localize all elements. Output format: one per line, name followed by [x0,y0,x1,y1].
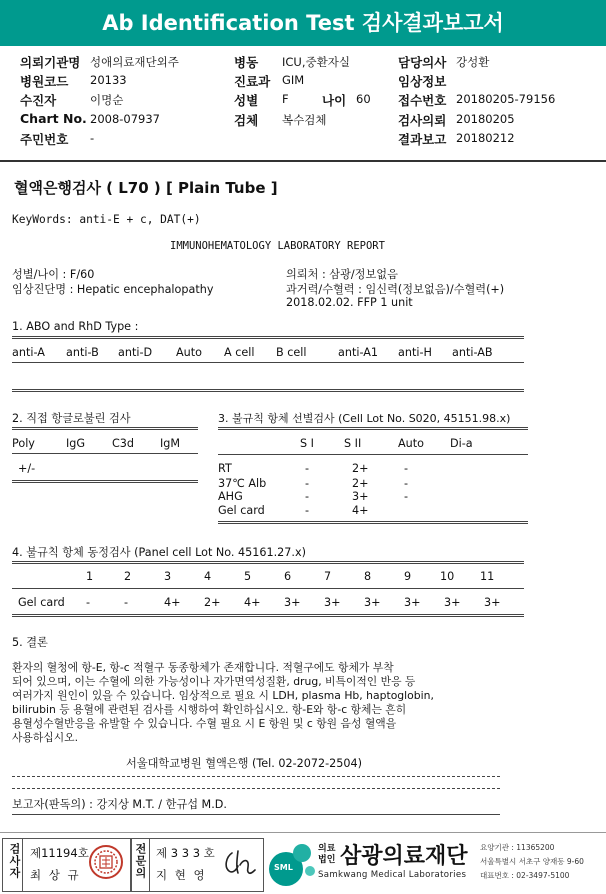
s3-h-auto: Auto [398,437,424,450]
divider-1 [12,776,500,777]
s4-val-10: 3+ [444,596,461,609]
s2-value-poly: +/- [18,462,36,475]
specialist-side-label: 전문의 [134,843,147,879]
s3-line [218,454,528,455]
value-ward: ICU,중환자실 [282,55,350,69]
s4-line [12,588,524,589]
conclusion-line-5: 용혈성수혈반응을 유발할 수 있습니다. 수혈 필요 시 E 항원 및 c 항원 음성 혈액을 [12,717,397,730]
s4-col-1: 1 [86,570,94,583]
s4-double-line [12,561,524,564]
label-specimen: 검체 [234,113,259,128]
header-divider [0,160,606,162]
s3-37c-auto: - [404,477,409,490]
specialist-box-divider [149,838,150,892]
s4-val-9: 3+ [404,596,421,609]
conclusion-line-1: 환자의 혈청에 항-E, 항-c 적혈구 동종항체가 존재합니다. 적혈구에도 항체가 부착 [12,661,394,674]
label-age: 나이 [322,93,347,108]
s1-title: 1. ABO and RhD Type : [12,320,139,333]
s4-val-5: 4+ [244,596,261,609]
s3-double-line [218,427,528,430]
value-test-request: 20180205 [456,112,515,126]
value-chart-no: 2008-07937 [90,112,160,126]
s3-row-gel: Gel card [218,504,265,517]
s2-double-line [12,427,198,430]
s1-double-line [12,336,524,339]
label-test-request: 검사의뢰 [398,113,447,128]
s1-h-anti-a: anti-A [12,346,45,359]
s1-h-a-cell: A cell [224,346,255,359]
s1-h-b-cell: B cell [276,346,307,359]
s2-h-igg: IgG [66,437,86,450]
s2-line [12,453,198,454]
seal-stamp-icon [88,844,124,880]
value-specimen: 복수검체 [282,113,327,127]
s4-val-3: 4+ [164,596,181,609]
s4-double-line-2 [12,614,524,617]
s2-h-igm: IgM [160,437,181,450]
s3-37c-sii: 2+ [352,477,369,490]
section-title: 혈액은행검사 ( L70 ) [ Plain Tube ] [14,179,278,197]
s4-col-9: 9 [404,570,412,583]
s3-title: 3. 불규칙 항체 선별검사 (Cell Lot No. S020, 45151.98.x) [218,412,511,425]
specialist-name: 지 현 영 [156,868,207,882]
technician-box-divider [22,838,23,892]
s2-title: 2. 직접 항글로불린 검사 [12,412,131,425]
s4-col-8: 8 [364,570,372,583]
requester: 의뢰처 : 삼광/정보없음 [286,268,398,281]
s2-double-line-2 [12,480,198,483]
s4-col-4: 4 [204,570,212,583]
s3-gel-si: - [305,504,310,517]
signature-icon [218,843,258,883]
org-prefix-1: 의료 [318,844,336,854]
org-address: 서울특별시 서초구 양재동 9-60 [480,857,584,866]
label-doctor: 담당의사 [398,55,447,70]
s3-row-37c: 37℃ Alb [218,477,267,490]
org-english-name: Samkwang Medical Laboratories [318,870,467,880]
s4-col-3: 3 [164,570,172,583]
value-department: GIM [282,73,305,87]
s3-ahg-si: - [305,490,310,503]
label-hospital-code: 병원코드 [20,74,69,89]
value-receipt-no: 20180205-79156 [456,92,556,106]
lab-title: IMMUNOHEMATOLOGY LABORATORY REPORT [170,240,385,252]
s5-title: 5. 결론 [12,636,48,649]
label-institution: 의뢰기관명 [20,55,81,70]
s3-ahg-sii: 3+ [352,490,369,503]
logo-text: SML [274,863,293,872]
s4-val-7: 3+ [324,596,341,609]
label-patient: 수진자 [20,93,57,108]
reporter: 보고자(판독의) : 강지상 M.T. / 한규섭 M.D. [12,798,227,811]
label-sex: 성별 [234,93,259,108]
s3-37c-si: - [305,477,310,490]
value-resident-no: - [90,131,95,145]
s4-val-4: 2+ [204,596,221,609]
conclusion-line-3: 여러가지 원인이 있을 수 있습니다. 임상적으로 필요 시 LDH, plasma Hb, haptoglobin, [12,689,434,702]
history: 과거력/수혈력 : 임신력(정보없음)/수혈력(+) [286,283,505,296]
org-prefix-2: 법인 [318,855,336,865]
s3-double-line-2 [218,521,528,524]
hospital-lab: 서울대학교병원 혈액은행 (Tel. 02-2072-2504) [126,757,363,770]
s3-h-sii: S II [344,437,362,450]
label-chart-no: Chart No. [20,111,87,126]
conclusion-line-2: 되어 있으며, 이는 수혈에 의한 가능성이나 자가면역성질환, drug, 비특이적인 반응 등 [12,675,416,688]
org-name: 삼광의료재단 [340,844,468,869]
technician-license: 제11194호 [30,846,89,860]
technician-name: 최 상 규 [30,868,81,882]
divider-2 [12,788,500,789]
label-clinical-info: 임상정보 [398,74,447,89]
org-code: 요양기관 : 11365200 [480,843,555,852]
s1-h-anti-ab: anti-AB [452,346,493,359]
label-receipt-no: 접수번호 [398,93,447,108]
s1-h-anti-d: anti-D [118,346,153,359]
s4-val-6: 3+ [284,596,301,609]
s4-col-6: 6 [284,570,292,583]
label-department: 진료과 [234,74,271,89]
s1-h-anti-a1: anti-A1 [338,346,379,359]
s3-row-rt: RT [218,462,232,475]
diagnosis: 임상진단명 : Hepatic encephalopathy [12,283,214,296]
s1-line [12,362,524,363]
specialist-license: 제 3 3 3 호 [156,846,215,860]
footer [0,832,606,894]
s4-val-8: 3+ [364,596,381,609]
keywords: KeyWords: anti-E + c, DAT(+) [12,213,201,226]
s4-col-10: 10 [440,570,455,583]
conclusion-line-4: bilirubin 등 용혈에 관련된 검사를 시행하여 확인하십시오. 항-E와 항-c 항체는 흔히 [12,703,407,716]
s4-col-5: 5 [244,570,252,583]
s4-col-7: 7 [324,570,332,583]
history-2: 2018.02.02. FFP 1 unit [286,296,413,309]
s4-col-2: 2 [124,570,132,583]
s4-row-label: Gel card [18,596,65,609]
value-hospital-code: 20133 [90,73,127,87]
s3-h-dia: Di-a [450,437,473,450]
s1-h-auto: Auto [176,346,202,359]
org-tel: 대표번호 : 02-3497-5100 [480,871,570,880]
value-age: 60 [356,92,371,106]
s1-h-anti-b: anti-B [66,346,99,359]
s4-val-2: - [124,596,129,609]
s2-h-c3d: C3d [112,437,135,450]
divider-3 [12,814,500,815]
s3-gel-sii: 4+ [352,504,369,517]
technician-side-label: 검사자 [8,843,21,879]
s3-rt-sii: 2+ [352,462,369,475]
s2-h-poly: Poly [12,437,35,450]
s3-h-si: S I [300,437,314,450]
report-title: Ab Identification Test 검사결과보고서 [102,11,504,35]
s3-rt-si: - [305,462,310,475]
s4-val-11: 3+ [484,596,501,609]
s4-col-11: 11 [480,570,495,583]
sex-age: 성별/나이 : F/60 [12,268,95,281]
label-result-report: 결과보고 [398,132,447,147]
conclusion-line-6: 사용하십시오. [12,731,79,744]
s4-val-1: - [86,596,91,609]
value-institution: 성애의료재단외주 [90,55,179,69]
s3-rt-auto: - [404,462,409,475]
label-resident-no: 주민번호 [20,132,69,147]
s3-row-ahg: AHG [218,490,243,503]
s3-ahg-auto: - [404,490,409,503]
s1-double-line-2 [12,389,524,392]
label-ward: 병동 [234,55,259,70]
value-patient: 이명순 [90,93,124,107]
value-doctor: 강성환 [456,55,490,69]
s4-title: 4. 불규칙 항체 동정검사 (Panel cell Lot No. 45161.27.x) [12,546,306,559]
s1-h-anti-h: anti-H [398,346,432,359]
value-result-report: 20180212 [456,131,515,145]
value-sex: F [282,92,289,106]
